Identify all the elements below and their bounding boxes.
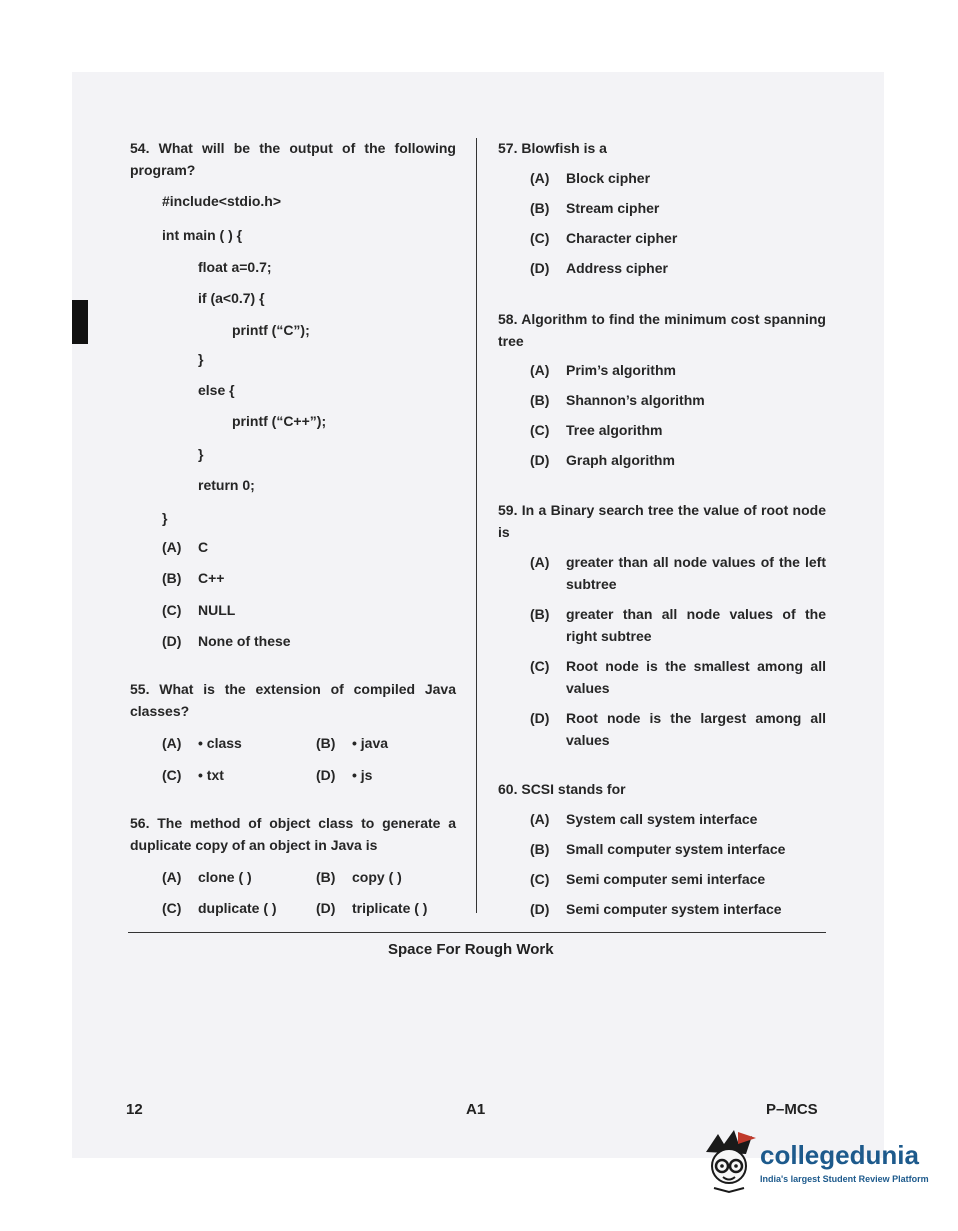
- option-label: (D): [162, 633, 182, 649]
- q54-code-line: printf (“C++”);: [232, 413, 327, 429]
- q57-option-d: [530, 257, 826, 279]
- option-text: • txt: [198, 767, 224, 783]
- q56-option-c: [162, 897, 312, 919]
- paper-code: P–MCS: [766, 1101, 818, 1118]
- option-text: Shannon’s algorithm: [566, 392, 705, 408]
- option-text: Graph algorithm: [566, 452, 675, 468]
- mascot-icon: [700, 1128, 758, 1194]
- q54-code-line: if (a<0.7) {: [198, 290, 265, 306]
- q57-stem: 57. Blowfish is a: [498, 140, 607, 156]
- option-text: Character cipher: [566, 230, 678, 246]
- option-text: • class: [198, 735, 242, 751]
- q54-option-a: [162, 536, 452, 558]
- option-label: (D): [316, 767, 336, 783]
- option-label: (B): [316, 735, 336, 751]
- q57-option-c: [530, 227, 826, 249]
- option-label: (C): [530, 230, 550, 246]
- option-text: System call system interface: [566, 811, 758, 827]
- q54-code-line: }: [162, 510, 168, 526]
- q54-option-c: [162, 599, 452, 621]
- option-label: (B): [530, 200, 550, 216]
- q60-stem: 60. SCSI stands for: [498, 781, 626, 797]
- q59-option-c: [530, 655, 826, 699]
- option-label: (D): [530, 710, 550, 726]
- q56-option-b: [316, 866, 456, 888]
- q55-stem: 55. What is the extension of compiled Java classes?: [130, 681, 456, 719]
- watermark-brand: collegedunia: [760, 1140, 919, 1170]
- rough-work-rule: [128, 932, 826, 933]
- q58-option-b: [530, 389, 826, 411]
- q58-option-c: [530, 419, 826, 441]
- option-label: (D): [530, 452, 550, 468]
- q59-option-a: [530, 551, 826, 595]
- option-label: (B): [530, 392, 550, 408]
- option-label: (A): [530, 811, 550, 827]
- option-text: Root node is the largest among all values: [566, 710, 826, 748]
- q54-code-line: #include<stdio.h>: [162, 193, 282, 209]
- option-label: (C): [162, 767, 182, 783]
- option-text: • java: [352, 735, 389, 751]
- option-label: (C): [162, 602, 182, 618]
- option-label: (D): [316, 900, 336, 916]
- q54-stem: 54. What will be the output of the following program?: [130, 140, 456, 178]
- q60-option-c: [530, 868, 826, 890]
- option-label: (A): [530, 362, 550, 378]
- rough-work-label: Space For Rough Work: [388, 941, 554, 958]
- q58-stem: 58. Algorithm to find the minimum cost spanning tree: [498, 311, 826, 349]
- q55-option-a: [162, 732, 312, 754]
- option-label: (C): [162, 900, 182, 916]
- option-label: (D): [530, 260, 550, 276]
- q59-option-b: [530, 603, 826, 647]
- option-label: (A): [530, 170, 550, 186]
- option-label: (C): [530, 871, 550, 887]
- q54-option-b: [162, 567, 452, 589]
- q60-option-a: [530, 808, 826, 830]
- option-text: greater than all node values of the left subtree: [566, 554, 826, 592]
- option-label: (C): [530, 422, 550, 438]
- option-text: triplicate ( ): [352, 900, 428, 916]
- q58-option-a: [530, 359, 826, 381]
- option-label: (A): [162, 869, 182, 885]
- option-text: clone ( ): [198, 869, 252, 885]
- q54-code-line: else {: [198, 382, 235, 398]
- option-label: (B): [316, 869, 336, 885]
- option-text: Block cipher: [566, 170, 651, 186]
- q55-option-d: [316, 764, 456, 786]
- q58-option-d: [530, 449, 826, 471]
- option-text: Prim’s algorithm: [566, 362, 676, 378]
- q57-option-a: [530, 167, 826, 189]
- q55-option-b: [316, 732, 456, 754]
- q60-option-d: [530, 898, 826, 920]
- q55-option-c: [162, 764, 312, 786]
- registration-mark: [72, 300, 88, 344]
- option-text: duplicate ( ): [198, 900, 277, 916]
- q54-option-d: [162, 630, 452, 652]
- option-label: (C): [530, 658, 550, 674]
- option-text: Stream cipher: [566, 200, 660, 216]
- option-label: (A): [162, 735, 182, 751]
- q59-option-d: [530, 707, 826, 751]
- set-code: A1: [466, 1101, 486, 1118]
- option-text: greater than all node values of the right subtree: [566, 606, 826, 644]
- page-number: 12: [126, 1101, 143, 1118]
- option-text: C++: [198, 570, 225, 586]
- column-divider: [476, 138, 477, 913]
- q56-option-a: [162, 866, 312, 888]
- watermark-tagline: India's largest Student Review Platform: [760, 1174, 929, 1184]
- q54-code-line: printf (“C”);: [232, 322, 310, 338]
- option-text: NULL: [198, 602, 236, 618]
- option-text: Tree algorithm: [566, 422, 663, 438]
- option-text: Address cipher: [566, 260, 668, 276]
- option-text: None of these: [198, 633, 291, 649]
- option-text: Small computer system interface: [566, 841, 786, 857]
- q54-code-line: }: [198, 446, 204, 462]
- q54-code-line: }: [198, 351, 204, 367]
- q56-stem: 56. The method of object class to generate a duplicate copy of an object in Java is: [130, 815, 456, 853]
- q54-code-line: int main ( ) {: [162, 227, 243, 243]
- q60-option-b: [530, 838, 826, 860]
- option-text: Semi computer system interface: [566, 901, 782, 917]
- option-text: • js: [352, 767, 373, 783]
- option-label: (B): [530, 841, 550, 857]
- q59-stem: 59. In a Binary search tree the value of root node is: [498, 502, 826, 540]
- option-label: (B): [530, 606, 550, 622]
- option-text: copy ( ): [352, 869, 402, 885]
- option-label: (D): [530, 901, 550, 917]
- q57-option-b: [530, 197, 826, 219]
- option-label: (A): [162, 539, 182, 555]
- q54-code-line: float a=0.7;: [198, 259, 272, 275]
- option-text: C: [198, 539, 209, 555]
- q54-code-line: return 0;: [198, 477, 255, 493]
- option-label: (A): [530, 554, 550, 570]
- option-text: Root node is the smallest among all values: [566, 658, 826, 696]
- option-label: (B): [162, 570, 182, 586]
- q56-option-d: [316, 897, 466, 919]
- option-text: Semi computer semi interface: [566, 871, 766, 887]
